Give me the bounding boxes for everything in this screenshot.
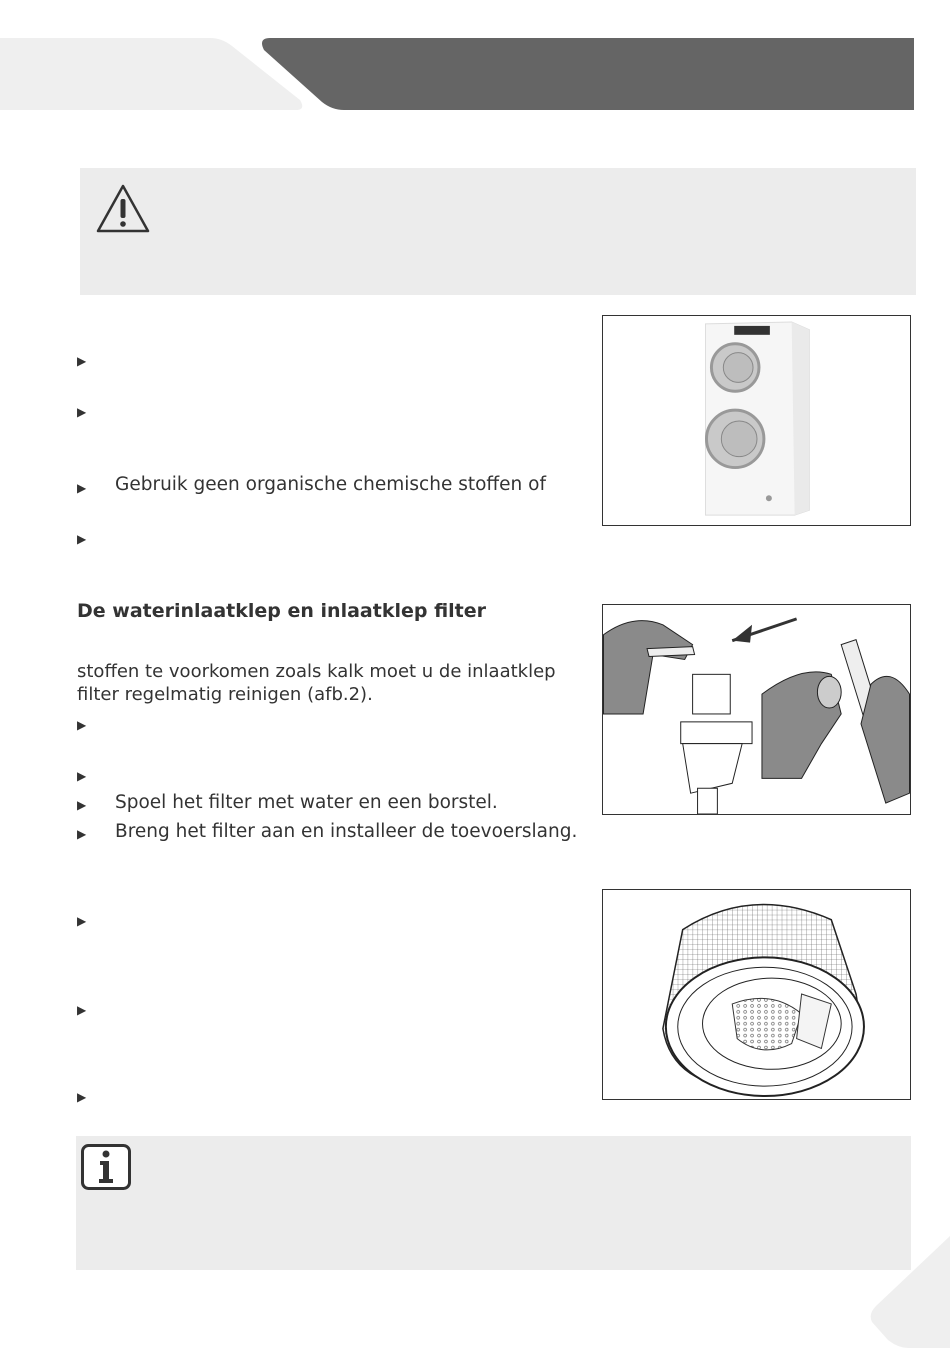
figure-3 [602,889,911,1100]
bullet-marker: ▶ [77,481,87,495]
warning-triangle-icon [95,183,151,235]
drum-illustration [603,890,910,1099]
info-icon [80,1143,132,1191]
bullet-marker: ▶ [77,798,87,812]
paragraph-line: stoffen te voorkomen zoals kalk moet u de inlaatklep [77,661,556,682]
info-box [76,1136,911,1270]
warning-box [80,168,916,295]
bullet-marker: ▶ [77,769,87,783]
figure-2 [602,604,911,815]
page-corner-tab [868,1236,950,1348]
bullet-marker: ▶ [77,1090,87,1104]
inlet-filter-cleaning-illustration [603,605,910,814]
bullet-text: Spoel het filter met water en een borstel. [115,792,498,813]
bullet-marker: ▶ [77,405,87,419]
bullet-marker: ▶ [77,532,87,546]
stacked-washing-machine-illustration [603,316,910,525]
bullet-text: Breng het filter aan en installeer de toevoerslang. [115,821,578,842]
header-tab-right [258,38,914,110]
figure-1 [602,315,911,526]
bullet-marker: ▶ [77,1003,87,1017]
paragraph-line: filter regelmatig reinigen (afb.2). [77,684,373,705]
bullet-text: Gebruik geen organische chemische stoffen of [115,474,546,495]
bullet-marker: ▶ [77,718,87,732]
bullet-marker: ▶ [77,354,87,368]
bullet-marker: ▶ [77,914,87,928]
section-heading: De waterinlaatklep en inlaatklep filter [77,600,487,622]
bullet-marker: ▶ [77,827,87,841]
